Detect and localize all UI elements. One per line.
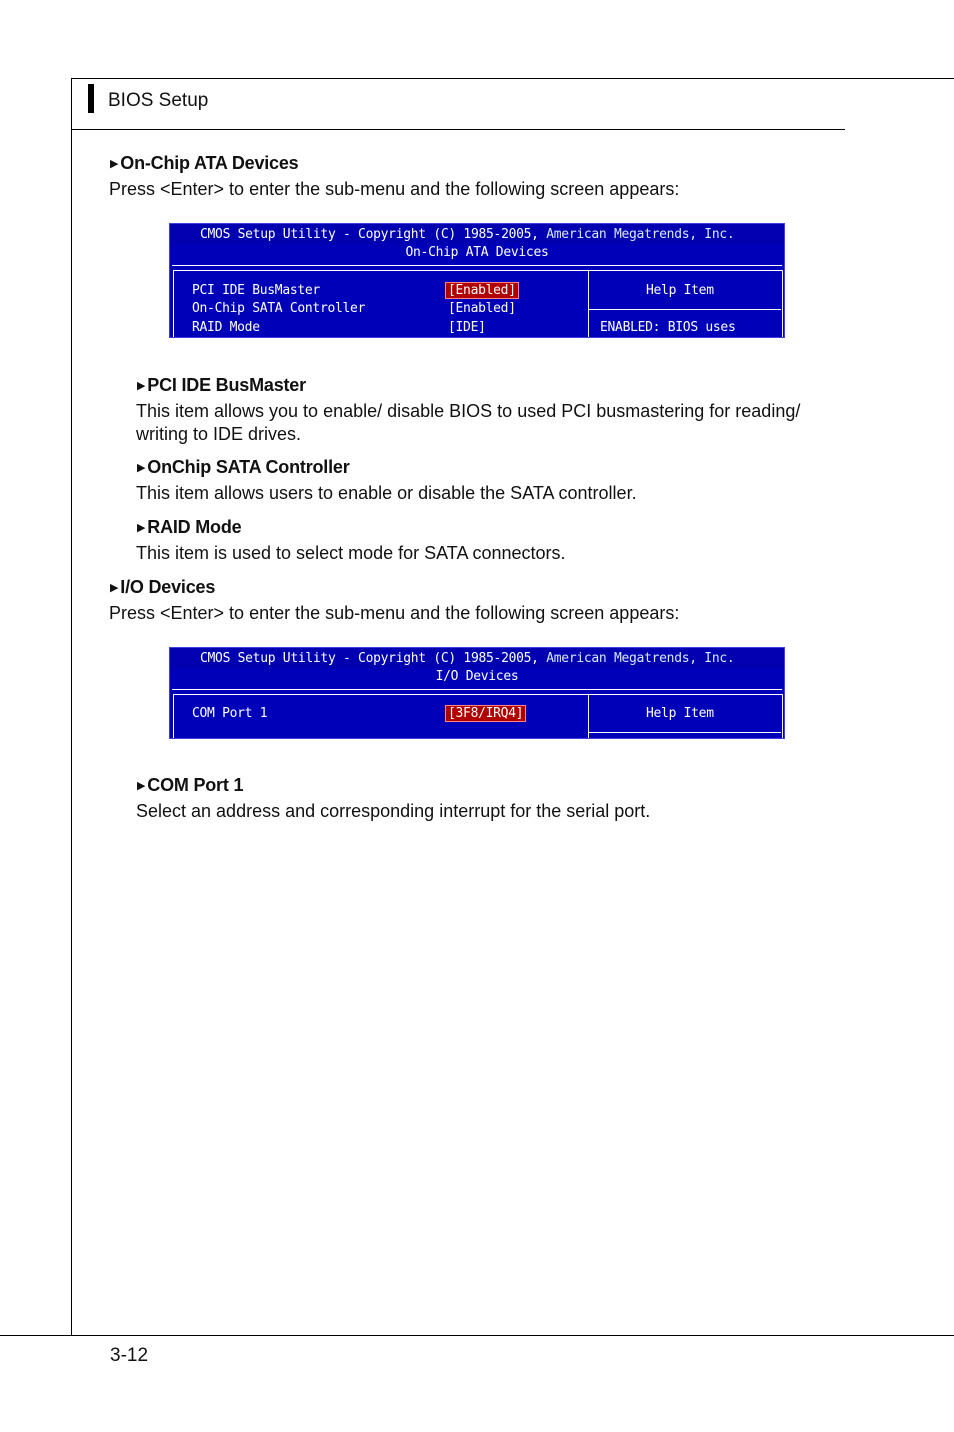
bios-separator — [172, 689, 782, 690]
item-heading-com-port-1: ▶ COM Port 1 — [137, 775, 244, 795]
item-text-onchip-sata: This item allows users to enable or disable the SATA controller. — [136, 483, 637, 503]
bios-subtitle: On-Chip ATA Devices — [405, 245, 549, 260]
triangle-right-icon: ▶ — [137, 522, 146, 534]
section-heading-onchip-ata: ▶ On-Chip ATA Devices — [110, 153, 299, 173]
item-heading-raid-mode: ▶ RAID Mode — [137, 517, 242, 537]
triangle-right-icon: ▶ — [137, 462, 146, 474]
page-frame-left — [71, 78, 72, 1335]
header-marker-bar — [88, 84, 94, 113]
bios-screen-onchip-ata — [169, 223, 785, 338]
bios-item-pci-ide-busmaster[interactable]: PCI IDE BusMaster — [192, 283, 320, 298]
bios-help-rule — [588, 732, 781, 733]
bios-help-title: Help Item — [646, 283, 714, 298]
section-text-io-devices: Press <Enter> to enter the sub-menu and the following screen appears: — [109, 603, 680, 623]
bios-title-bar: CMOS Setup Utility - Copyright (C) 1985-2005, American Megatrends, Inc. — [170, 648, 784, 668]
bios-value-onchip-sata[interactable]: [Enabled] — [448, 301, 516, 316]
page-frame-top — [71, 78, 954, 79]
bios-item-com-port-1[interactable]: COM Port 1 — [192, 706, 268, 721]
triangle-right-icon: ▶ — [110, 158, 119, 170]
triangle-right-icon: ▶ — [110, 582, 119, 594]
bios-help-rule — [588, 309, 781, 310]
section-heading-io-devices: ▶ I/O Devices — [110, 577, 216, 597]
bios-value-raid-mode[interactable]: [IDE] — [448, 320, 486, 335]
item-text-raid-mode: This item is used to select mode for SATA connectors. — [136, 543, 566, 563]
bios-value-pci-ide-busmaster[interactable]: [Enabled] — [448, 283, 516, 298]
header-title: BIOS Setup — [108, 90, 209, 111]
bios-help-title: Help Item — [646, 706, 714, 721]
item-text-pci-ide-busmaster: This item allows you to enable/ disable BIOS to used PCI busmastering for reading/ writing to IDE drives. — [136, 401, 801, 444]
bios-help-divider — [588, 270, 589, 338]
item-heading-pci-ide-busmaster: ▶ PCI IDE BusMaster — [137, 375, 306, 395]
triangle-right-icon: ▶ — [137, 380, 146, 392]
bios-separator — [172, 265, 782, 266]
item-heading-onchip-sata: ▶ OnChip SATA Controller — [137, 457, 350, 477]
section-text-onchip-ata: Press <Enter> to enter the sub-menu and the following screen appears: — [109, 179, 680, 199]
triangle-right-icon: ▶ — [137, 780, 146, 792]
bios-screen-io-devices — [169, 647, 785, 739]
bios-item-raid-mode[interactable]: RAID Mode — [192, 320, 260, 335]
item-text-com-port-1: Select an address and corresponding interrupt for the serial port. — [136, 801, 651, 821]
bios-help-text: ENABLED: BIOS uses — [600, 320, 736, 335]
page-number: 3-12 — [110, 1345, 149, 1366]
page-frame-bottom — [0, 1335, 954, 1336]
bios-subtitle: I/O Devices — [435, 669, 519, 684]
bios-item-onchip-sata[interactable]: On-Chip SATA Controller — [192, 301, 366, 316]
bios-title-bar: CMOS Setup Utility - Copyright (C) 1985-2005, American Megatrends, Inc. — [170, 224, 784, 244]
header-rule — [71, 129, 845, 130]
bios-value-com-port-1[interactable]: [3F8/IRQ4] — [448, 706, 524, 721]
